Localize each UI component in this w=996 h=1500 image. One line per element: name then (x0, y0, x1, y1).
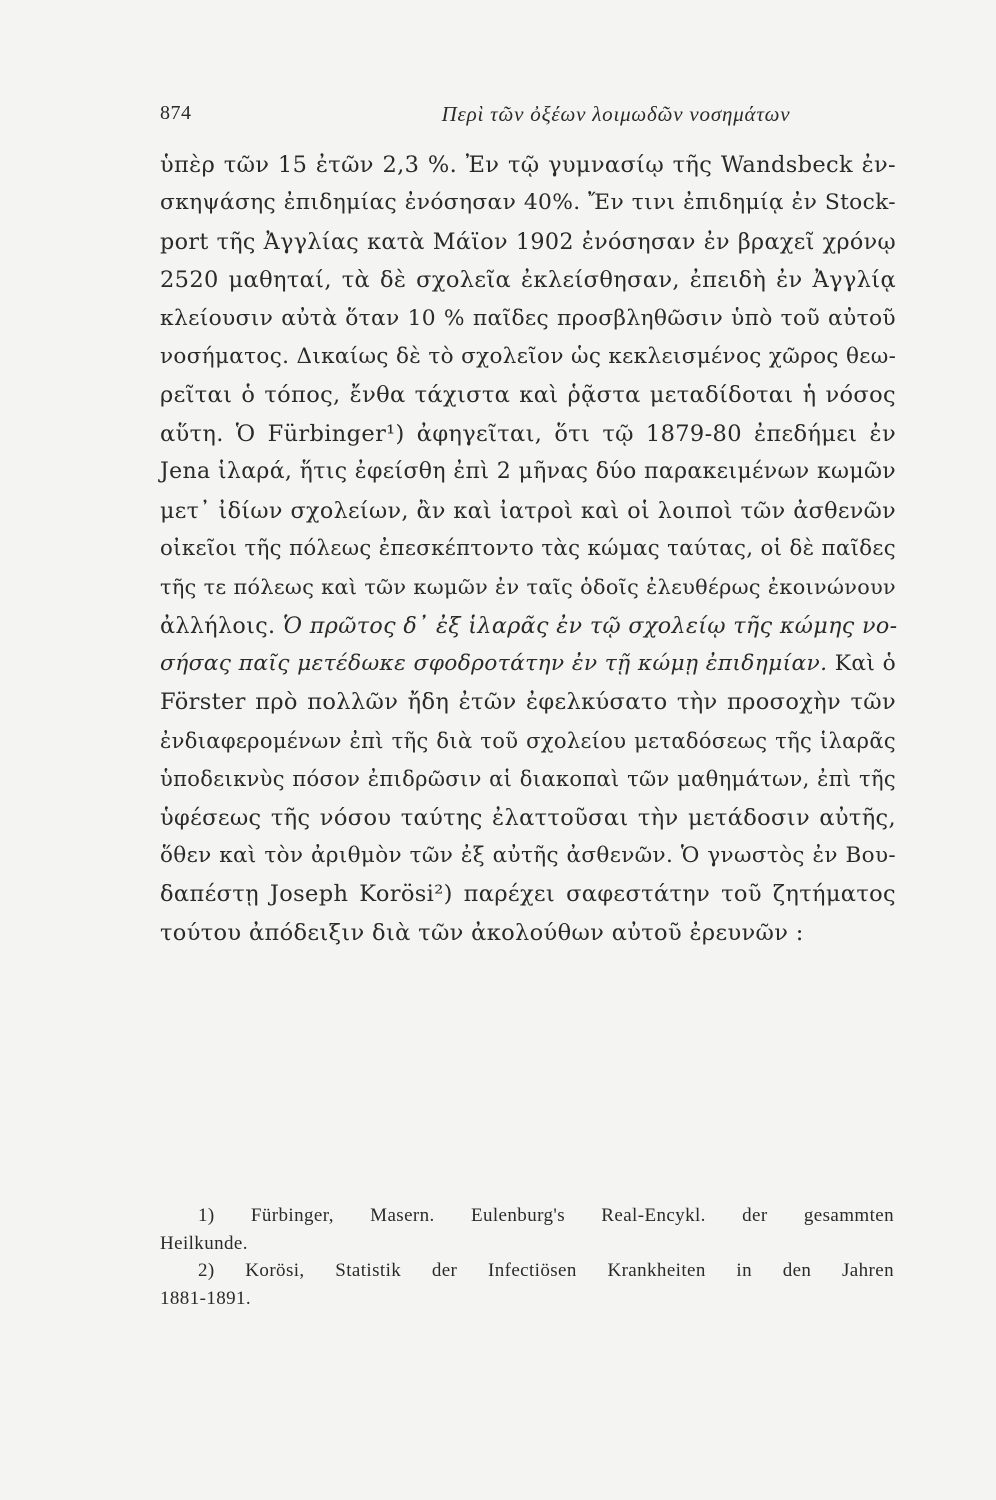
page-number: 874 (160, 102, 192, 124)
text-line: ρεῖται ὁ τόπος, ἔνθα τάχιστα καὶ ῥᾷστα μεταδίδοται ἡ νόσος (160, 382, 896, 409)
text-line: ὑποδεικνὺς πόσον ἐπιδρῶσιν αἱ διακοπαὶ τῶν μαθημάτων, ἐπὶ τῆς (160, 767, 896, 792)
text-line: μετ᾽ ἰδίων σχολείων, ἂν καὶ ἰατροὶ καὶ οἱ λοιποὶ τῶν ἀσθενῶν (160, 497, 896, 524)
body-paragraph (160, 146, 896, 952)
footnotes (160, 1202, 894, 1312)
running-title: Περὶ τῶν ὀξέων λοιμωδῶν νοσημάτων (441, 102, 791, 126)
footnote-2-continuation: 1881-1891. (160, 1287, 252, 1309)
text-line (160, 607, 896, 645)
text-segment: Καὶ ὁ (834, 651, 897, 677)
text-line: τῆς τε πόλεως καὶ τῶν κωμῶν ἐν ταῖς ὁδοῖς ἐλευθέρως ἐκοινώνουν (160, 575, 896, 600)
text-line: ὅθεν καὶ τὸν ἀριθμὸν τῶν ἐξ αὐτῆς ἀσθενῶν. Ὁ γνωστὸς ἐν Βου- (160, 843, 896, 869)
text-line: ὑπὲρ τῶν 15 ἐτῶν 2,3 %. Ἐν τῷ γυμνασίῳ τῆς Wandsbeck ἐν- (160, 152, 896, 178)
footnote-2: 2) Korösi, Statistik der Infectiösen Krankheiten in den Jahren (198, 1260, 894, 1282)
italic-quote-segment: σήσας παῖς μετέδωκε σφοδροτάτην ἐν τῇ κώμῃ ἐπιδημίαν. (160, 651, 828, 677)
text-line: νοσήματος. Δικαίως δὲ τὸ σχολεῖον ὡς κεκλεισμένος χῶρος θεω- (160, 343, 897, 369)
text-line: port τῆς Ἀγγλίας κατὰ Μάϊον 1902 ἐνόσησαν ἐν βραχεῖ χρόνῳ (160, 228, 896, 255)
text-segment: ἀλλήλοις. (160, 612, 276, 639)
page-header (160, 102, 892, 132)
italic-quote-segment: Ὁ πρῶτος δ᾽ ἐξ ἱλαρᾶς ἐν τῷ σχολείῳ τῆς κώμης νο- (282, 612, 898, 639)
text-line: αὕτη. Ὁ Fürbinger¹) ἀφηγεῖται, ὅτι τῷ 1879-80 ἐπεδήμει ἐν (160, 420, 896, 447)
text-line: οἰκεῖοι τῆς πόλεως ἐπεσκέπτοντο τὰς κώμας ταύτας, οἱ δὲ παῖδες (160, 535, 896, 561)
text-line: δαπέστῃ Joseph Korösi²) παρέχει σαφεστάτην τοῦ ζητήματος (160, 881, 896, 908)
text-line (160, 645, 896, 683)
footnote-1: 1) Fürbinger, Masern. Eulenburg's Real-Encykl. der gesammten (198, 1205, 894, 1226)
text-line: κλείουσιν αὐτὰ ὅταν 10 % παῖδες προσβληθῶσιν ὑπὸ τοῦ αὐτοῦ (160, 305, 896, 331)
text-line: 2520 μαθηταί, τὰ δὲ σχολεῖα ἐκλείσθησαν, ἐπειδὴ ἐν Ἀγγλίᾳ (160, 267, 896, 294)
text-line: Jena ἱλαρά, ἥτις ἐφείσθη ἐπὶ 2 μῆνας δύο παρακειμένων κωμῶν (160, 459, 896, 485)
text-line: σκηψάσης ἐπιδημίας ἐνόσησαν 40%. Ἔν τινι ἐπιδημίᾳ ἐν Stock- (160, 190, 896, 216)
text-line: ἐνδιαφερομένων ἐπὶ τῆς διὰ τοῦ σχολείου μεταδόσεως τῆς ἱλαρᾶς (160, 728, 896, 753)
footnote-1-continuation: Heilkunde. (160, 1232, 248, 1254)
text-line: Förster πρὸ πολλῶν ἤδη ἐτῶν ἐφελκύσατο τὴν προσοχὴν τῶν (160, 689, 896, 716)
text-line: ὑφέσεως τῆς νόσου ταύτης ἐλαττοῦσαι τὴν μετάδοσιν αὐτῆς, (160, 804, 896, 831)
text-line: τούτου ἀπόδειξιν διὰ τῶν ἀκολούθων αὐτοῦ ἐρευνῶν : (160, 919, 804, 946)
